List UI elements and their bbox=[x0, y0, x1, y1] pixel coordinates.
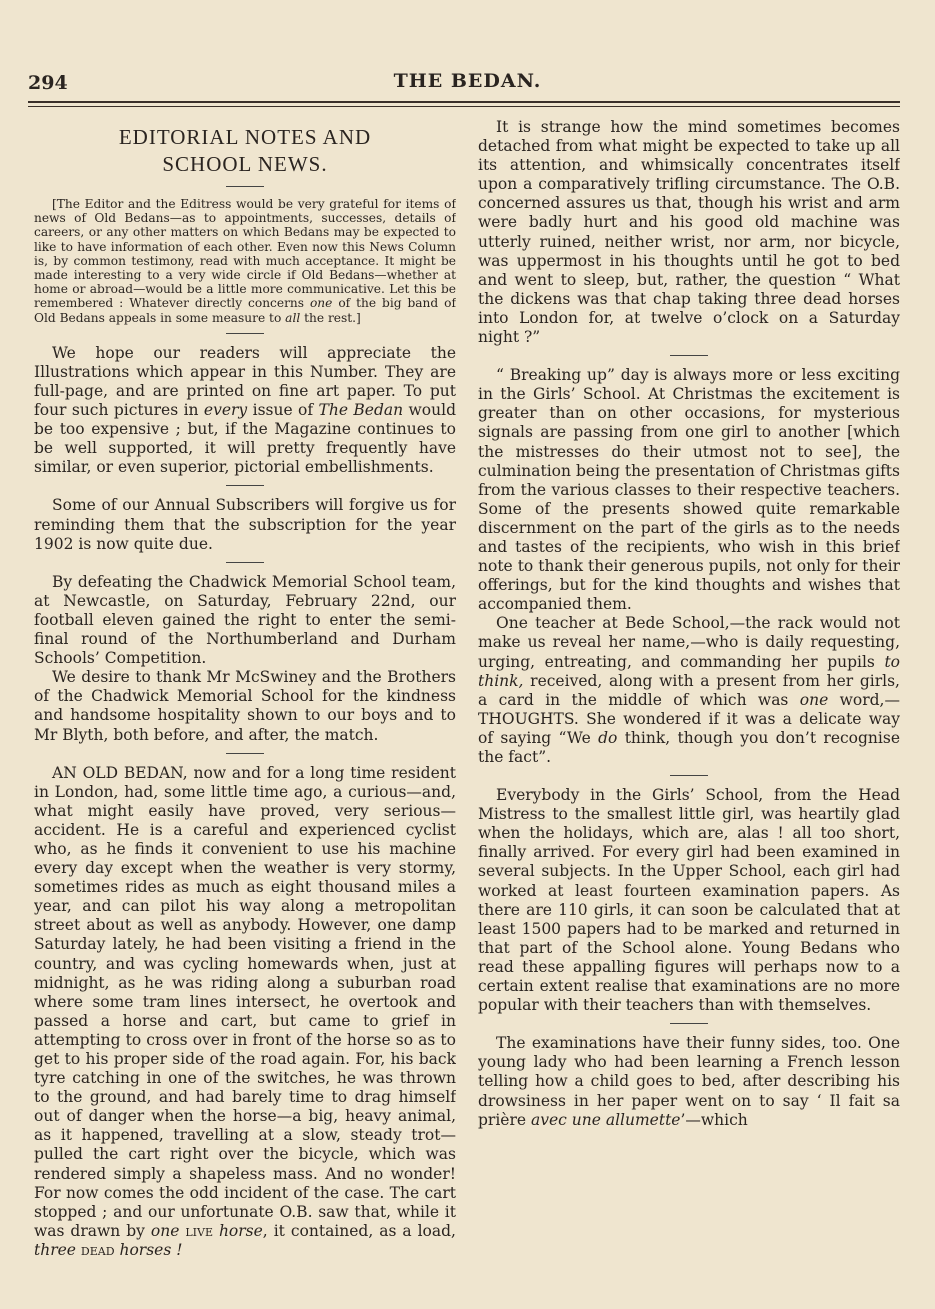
paragraph-text: One teacher at Bede School,—the rack would not make us reveal her name,—who is daily requesting, urging, entreating, and commanding her pupils bbox=[478, 614, 900, 671]
paragraph-lead: AN OLD BEDAN, bbox=[52, 763, 188, 782]
note-text: [The Editor and the Editress would be very grateful for items of news of Old Bedans—as to appointments, successes, details of careers, or any other matters on which Bedans may be expected to like to have information of each other. Even now this News Column is, by common testimony, read with much acceptance. It might be made interesting to a very wide circle if Old Bedans—whether at home or abroad—would be a little more communicative. Let this be remembered : Whatever directly concerns bbox=[34, 197, 456, 311]
paragraph-illustrations bbox=[34, 344, 456, 478]
paragraph-emphasis: to think, bbox=[478, 652, 900, 690]
paragraph-text: received, along with a present from her girls, a card in the middle of which was bbox=[478, 671, 900, 709]
note-text: of the big band of Old Bedans appeals in some measure to bbox=[34, 296, 456, 325]
separator bbox=[226, 562, 264, 563]
paragraph-football: By defeating the Chadwick Memorial School team, at Newcastle, on Saturday, February 22nd, our football eleven gained the right to enter the semi-final round of the Northumberland and Durham Schools’ Competition. bbox=[34, 572, 456, 668]
paragraph-emphasis: every bbox=[203, 401, 248, 420]
separator bbox=[670, 775, 708, 776]
left-column bbox=[34, 118, 456, 1260]
paragraph-exams bbox=[478, 1034, 900, 1129]
paragraph-text: , it contained, as a load, bbox=[262, 1221, 456, 1240]
paragraph-text: word,—THOUGHTS. She wondered if it was a delicate way of saying “We bbox=[478, 690, 900, 747]
paragraph-old-bedan bbox=[34, 764, 456, 1260]
note-emphasis: one bbox=[309, 296, 333, 311]
article-title bbox=[34, 124, 456, 178]
note-text: the rest.] bbox=[300, 310, 361, 325]
paragraph-text: The examinations have their funny sides, too. One young lady who had been learning a French lesson telling how a child goes to bed, after describing his drowsiness in her paper went on to say ‘ Il fait sa prière bbox=[478, 1034, 900, 1129]
editorial-note bbox=[34, 197, 456, 325]
paragraph-text: We hope our readers will appreciate the Illustrations which appear in this Number. They are full-page, and are printed on fine art paper. To put four such pictures in bbox=[34, 343, 456, 420]
right-column bbox=[478, 118, 900, 1130]
separator bbox=[670, 1023, 708, 1024]
page-number: 294 bbox=[28, 72, 68, 94]
paragraph-emphasis: one bbox=[150, 1221, 180, 1240]
paragraph-emphasis: horse bbox=[218, 1221, 263, 1240]
paragraph-text: issue of bbox=[247, 401, 319, 420]
article-title-line2: SCHOOL NEWS. bbox=[162, 152, 328, 176]
paragraph-emphasis: avec une allumette bbox=[530, 1110, 681, 1129]
paragraph-mind: It is strange how the mind sometimes becomes detached from what might be expected to take up all its attention, and whimsically concentrates itself upon a comparatively trifling circumstance. The O.B. concerned assures us that, though his wrist and arm were badly hurt and his good old machine was utterly ruined, neither wrist, nor arm, nor bicycle, was uppermost in his thoughts until he got to bed and went to sleep, but, rather, the question “ What the dickens was that chap taking three dead horses into London for, at twelve o’clock on a Saturday night ?” bbox=[478, 118, 900, 347]
paragraph-text: now and for a long time resident in London, had, some little time ago, a curious—and, what might easily have proved, very serious—accident. He is a careful and experienced cyclist who, as he finds it convenient to use his machine every day except when the weather is very stormy, sometimes rides as much as eight thousand miles a year, and can pilot his way along a metropolitan street about as well as anybody. However, one damp Saturday lately, he had been visiting a friend in the country, and was cycling homewards when, just at midnight, as he was riding along a suburban road where some tram lines intersect, he overtook and passed a horse and cart, but came to grief in attempting to cross over in front of the horse so as to get to his proper side of the road again. For, his back tyre catching in one of the switches, he was thrown to the ground, and had barely time to drag himself out of danger when the horse—a big, heavy animal, as it happened, travelling at a slow, steady trot—pulled the cart right over the bicycle, which was rendered simply a shapeless mass. And no wonder! For now comes the odd incident of the case. The cart stopped ; and our unfortunate O.B. saw that, while it was drawn by bbox=[34, 763, 456, 1240]
paragraph-emphasis: horses ! bbox=[119, 1240, 183, 1259]
paragraph-emphasis: one bbox=[799, 690, 829, 709]
separator bbox=[226, 753, 264, 754]
paragraph-breaking-up: “ Breaking up” day is always more or less exciting in the Girls’ School. At Christmas the excitement is greater than on other occasions, for mysterious signals are passing from one girl to another [which the mistresses do their utmost not to see], the culmination being the presentation of Christmas gifts from the various classes to their respective teachers. Some of the presents showed quite remarkable discernment on the part of the girls as to the needs and tastes of the recipients, who wish in this brief note to thank their generous pupils, not only for their offerings, but for the kind thoughts and wishes that accompanied them. bbox=[478, 366, 900, 614]
paragraph-emphasis: do bbox=[598, 728, 618, 747]
separator bbox=[226, 186, 264, 187]
paragraph-small-caps: live bbox=[185, 1221, 213, 1240]
paragraph-text: ’—which bbox=[680, 1110, 748, 1129]
separator bbox=[226, 333, 264, 334]
note-emphasis: all bbox=[285, 310, 301, 325]
paragraph-teacher bbox=[478, 614, 900, 767]
paragraph-holidays: Everybody in the Girls’ School, from the Head Mistress to the smallest little girl, was heartily glad when the holidays, which are, alas ! all too short, finally arrived. For every girl had been examined in several subjects. In the Upper School, each girl had worked at least fourteen examination papers. As there are 110 girls, it can soon be calculated that at least 1500 papers had to be marked and returned in that part of the School alone. Young Bedans who read these appalling figures will perhaps now to a certain extent realise that examinations are no more popular with their teachers than with themselves. bbox=[478, 786, 900, 1015]
paragraph-subscribers: Some of our Annual Subscribers will forgive us for reminding them that the subscription for the year 1902 is now quite due. bbox=[34, 496, 456, 553]
paragraph-text: would be too expensive ; but, if the Magazine continues to be well supported, it will pretty frequently have similar, or even superior, pictorial embellishments. bbox=[34, 401, 456, 477]
separator bbox=[226, 485, 264, 486]
paragraph-thanks: We desire to thank Mr McSwiney and the Brothers of the Chadwick Memorial School for the kindness and handsome hospitality shown to our boys and to Mr Blyth, both before, and after, the match. bbox=[34, 668, 456, 744]
paragraph-text: think, though you don’t recognise the fact”. bbox=[478, 728, 900, 766]
paragraph-small-caps: dead bbox=[80, 1240, 115, 1259]
paragraph-emphasis: three bbox=[34, 1240, 76, 1259]
article-title-line1: EDITORIAL NOTES AND bbox=[118, 125, 372, 149]
running-title: THE BEDAN. bbox=[393, 70, 542, 92]
header-rule-thin bbox=[28, 106, 900, 107]
header-rule-thick bbox=[28, 101, 900, 103]
paragraph-emphasis: The Bedan bbox=[318, 401, 404, 420]
separator bbox=[670, 355, 708, 356]
